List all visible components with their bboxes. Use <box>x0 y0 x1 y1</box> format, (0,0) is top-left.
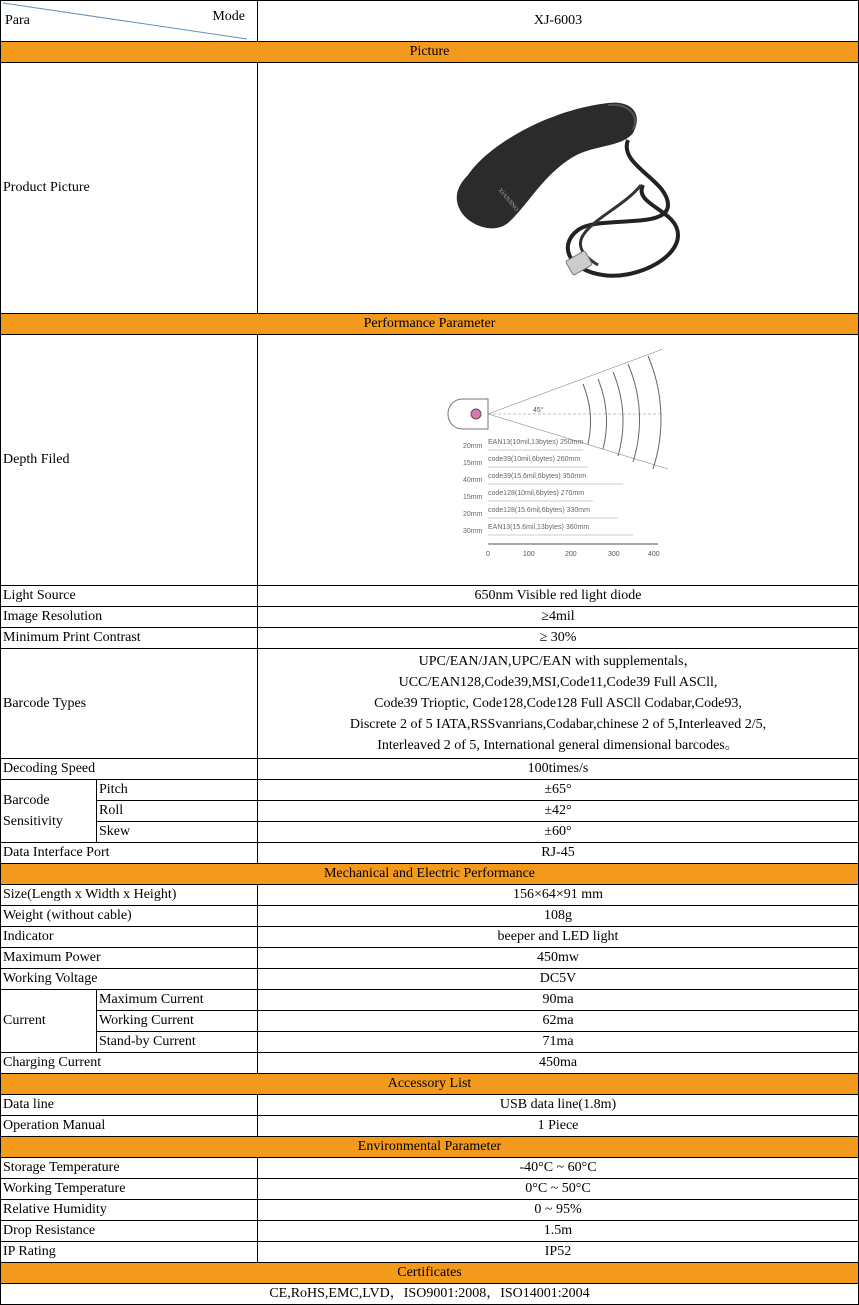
row-value: 90ma <box>258 990 859 1011</box>
depth-line: EAN13(15.6mil,13bytes) 360mm <box>488 524 590 531</box>
row-value: ≥ 30% <box>258 628 859 649</box>
row-value: 650nm Visible red light diode <box>258 586 859 607</box>
scanner-image <box>428 85 688 285</box>
sub-label: Maximum Current <box>97 990 258 1011</box>
depth-line: code128(10mil,6bytes) 270mm <box>488 490 585 497</box>
section-picture: Picture <box>1 42 859 63</box>
row-value: USB data line(1.8m) <box>258 1095 859 1116</box>
row-label: Drop Resistance <box>1 1221 258 1242</box>
row-label: Indicator <box>1 927 258 948</box>
row-value: 71ma <box>258 1032 859 1053</box>
scale-label: 300 <box>608 551 620 558</box>
sub-label: Roll <box>97 801 258 822</box>
row-value: 450ma <box>258 1053 859 1074</box>
depth-line: EAN13(10mil,13bytes) 250mm <box>488 439 584 446</box>
row-value: IP52 <box>258 1242 859 1263</box>
row-value: 156×64×91 mm <box>258 885 859 906</box>
depth-field-cell <box>258 335 859 586</box>
depth-field-diagram <box>443 344 673 569</box>
scale-label: 100 <box>523 551 535 558</box>
section-accessory: Accessory List <box>1 1074 859 1095</box>
row-label: Image Resolution <box>1 607 258 628</box>
angle-label: 45° <box>533 407 544 414</box>
para-mode-header-cell <box>1 1 258 42</box>
section-certificates: Certificates <box>1 1263 859 1284</box>
scale-label: 400 <box>648 551 660 558</box>
depth-unit: 15mm <box>463 494 483 501</box>
brand-text: XIANJINO <box>496 186 520 213</box>
row-value: 0°C ~ 50°C <box>258 1179 859 1200</box>
row-value: 108g <box>258 906 859 927</box>
sub-label: Pitch <box>97 780 258 801</box>
row-label: IP Rating <box>1 1242 258 1263</box>
section-performance: Performance Parameter <box>1 314 859 335</box>
row-value: ±60° <box>258 822 859 843</box>
depth-line: code39(10mil,6bytes) 260mm <box>488 456 581 463</box>
row-label: Storage Temperature <box>1 1158 258 1179</box>
row-value: 1.5m <box>258 1221 859 1242</box>
depth-field-label: Depth Filed <box>1 335 258 586</box>
row-label: Relative Humidity <box>1 1200 258 1221</box>
scale-label: 200 <box>565 551 577 558</box>
row-value: RJ-45 <box>258 843 859 864</box>
barcode-types-line: Interleaved 2 of 5, International general dimensional barcodes。 <box>377 738 739 753</box>
led-icon <box>471 409 481 419</box>
row-value: 100times/s <box>258 759 859 780</box>
row-value: 1 Piece <box>258 1116 859 1137</box>
mode-label: Mode <box>212 9 245 24</box>
scale-label: 0 <box>486 551 490 558</box>
row-label: Barcode Types <box>1 649 258 759</box>
sub-label: Working Current <box>97 1011 258 1032</box>
row-value: 62ma <box>258 1011 859 1032</box>
row-value: ≥4mil <box>258 607 859 628</box>
row-value: ±65° <box>258 780 859 801</box>
depth-unit: 40mm <box>463 477 483 484</box>
row-value: 450mw <box>258 948 859 969</box>
certificates-value: CE,RoHS,EMC,LVD，ISO9001:2008，ISO14001:2004 <box>1 1284 859 1305</box>
row-label: Operation Manual <box>1 1116 258 1137</box>
row-value: DC5V <box>258 969 859 990</box>
row-label: Charging Current <box>1 1053 258 1074</box>
row-value: beeper and LED light <box>258 927 859 948</box>
row-label: Weight (without cable) <box>1 906 258 927</box>
row-label: Data line <box>1 1095 258 1116</box>
row-value: 0 ~ 95% <box>258 1200 859 1221</box>
row-label: Current <box>1 990 97 1053</box>
row-label: Working Voltage <box>1 969 258 990</box>
depth-unit: 20mm <box>463 443 483 450</box>
depth-unit: 20mm <box>463 511 483 518</box>
row-label: Size(Length x Width x Height) <box>1 885 258 906</box>
row-label: Decoding Speed <box>1 759 258 780</box>
row-label: Barcode Sensitivity <box>1 780 97 843</box>
depth-unit: 30mm <box>463 528 483 535</box>
barcode-types-line: Code39 Trioptic, Code128,Code128 Full ASCll Codabar,Code93, <box>374 696 742 711</box>
row-value: -40°C ~ 60°C <box>258 1158 859 1179</box>
section-mechanical: Mechanical and Electric Performance <box>1 864 859 885</box>
barcode-types-list <box>258 649 859 759</box>
row-label: Working Temperature <box>1 1179 258 1200</box>
barcode-types-line: UPC/EAN/JAN,UPC/EAN with supplementals， <box>418 654 698 669</box>
depth-unit: 15mm <box>463 460 483 467</box>
para-label: Para <box>5 13 30 28</box>
barcode-types-line: UCC/EAN128,Code39,MSI,Code11,Code39 Full ASCll, <box>398 675 718 690</box>
barcode-types-line: Discrete 2 of 5 IATA,RSSvanrians,Codabar,chinese 2 of 5,Interleaved 2/5, <box>349 717 767 732</box>
row-label: Data Interface Port <box>1 843 258 864</box>
sub-label: Skew <box>97 822 258 843</box>
row-value: ±42° <box>258 801 859 822</box>
section-environmental: Environmental Parameter <box>1 1137 859 1158</box>
depth-line: code39(15.6mil,6bytes) 350mm <box>488 473 587 480</box>
row-label: Light Source <box>1 586 258 607</box>
product-picture-label: Product Picture <box>1 63 258 314</box>
sub-label: Stand-by Current <box>97 1032 258 1053</box>
model-name: XJ-6003 <box>258 1 859 42</box>
product-picture-cell <box>258 63 859 314</box>
row-label: Minimum Print Contrast <box>1 628 258 649</box>
row-label: Maximum Power <box>1 948 258 969</box>
depth-line: code128(15.6mil,6bytes) 330mm <box>488 507 590 514</box>
